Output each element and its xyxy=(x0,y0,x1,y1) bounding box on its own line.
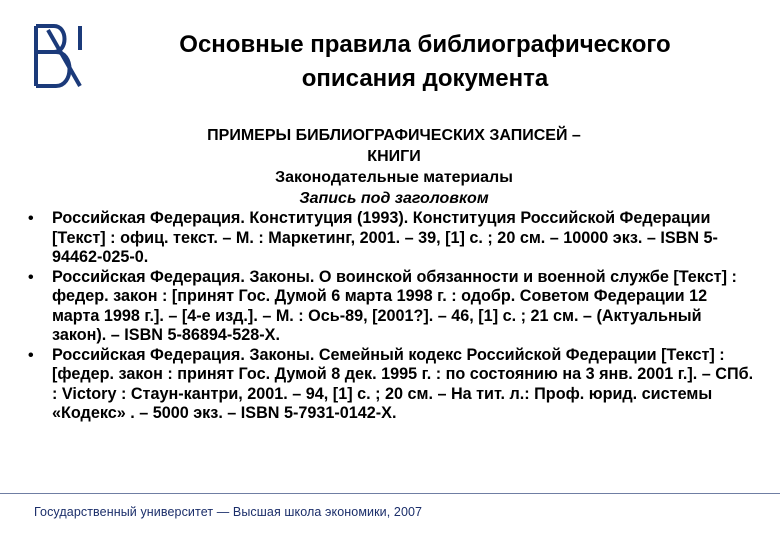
list-item xyxy=(24,209,754,268)
section-heading-line-2: КНИГИ xyxy=(367,148,421,165)
entry-text: Российская Федерация. Конституция (1993). Конституция Российской Федерации [Текст] : офиц. текст. – М. : Маркетинг, 2001. – 39, [1] с. ; 20 см. – 10000 экз. – ISBN 5-94462-025-0. xyxy=(52,209,718,266)
list-item xyxy=(24,268,754,346)
bullet-icon: • xyxy=(28,268,34,286)
hse-logo-icon xyxy=(28,20,88,92)
section-subsubheading: Запись под заголовком xyxy=(299,190,489,207)
section-subheading: Законодательные материалы xyxy=(275,169,513,186)
bullet-icon: • xyxy=(28,210,34,227)
title-line-1: Основные правила библиографического xyxy=(179,31,671,58)
bibliography-list xyxy=(24,209,754,424)
entry-text: Российская Федерация. Законы. Семейный кодекс Российской Федерации [Текст] : [федер. закон : принят Гос. Думой 8 дек. 1995 г. : по состоянию на 3 янв. 2001 г.]. – СПб. : Victory : Стаун-кантри, 2001. – 94, [1] с. ; 20 см. – На тит. л.: Проф. юрид. системы «Кодекс» . – 5000 экз. – ISBN 5-7931-0142-X. xyxy=(52,345,754,422)
list-item xyxy=(24,346,754,424)
footer-divider xyxy=(0,493,780,494)
bullet-icon: • xyxy=(28,346,34,364)
page-title xyxy=(110,28,740,96)
entry-text: Российская Федерация. Законы. О воинской обязанности и военной службе [Текст] : федер. закон : [принят Гос. Думой 6 марта 1998 г. : одобр. Советом Федерации 12 марта 1998 г.]. – [4-е изд.]. – М. : Ось-89, [2001?]. – 46, [1] с. ; 21 см. – (Актуальный закон). – ISBN 5-86894-528-X. xyxy=(52,267,737,344)
footer-text: Государственный университет — Высшая школа экономики, 2007 xyxy=(34,505,423,519)
main-content xyxy=(24,125,754,424)
title-line-2: описания документа xyxy=(301,65,549,92)
section-heading-line-1: ПРИМЕРЫ БИБЛИОГРАФИЧЕСКИХ ЗАПИСЕЙ – xyxy=(207,127,581,144)
